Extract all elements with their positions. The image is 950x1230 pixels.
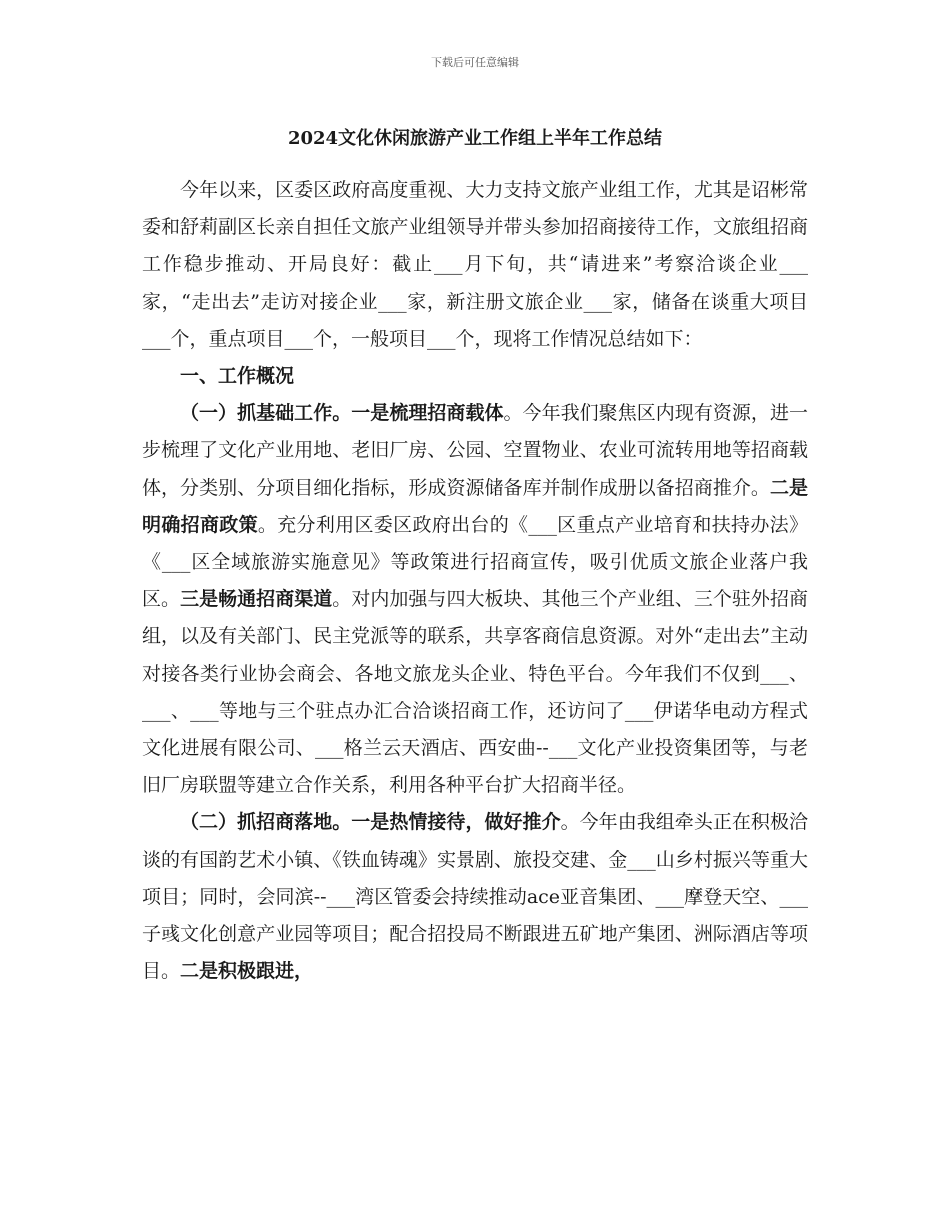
paragraph-text: 。今年由我组牵头正在积极洽谈的有国韵艺术小镇、《铁血铸魂》实景剧、旅投交建、金___山乡村振兴等重大项目；同时，会同滨--___湾区管委会持续推动ace亚音集团、___摩登天空、___子彧文化创意产业园等项目；配合招投局不断跟进五矿地产集团、洲际酒店等项目。 xyxy=(142,811,808,983)
paragraph-basic-work xyxy=(142,395,808,804)
paragraph-investment-landing xyxy=(142,804,808,990)
paragraph-text: 。充分利用区委区政府出台的《___区重点产业培育和扶持办法》《___区全域旅游实施意见》等政策进行招商宣传，吸引优质文旅企业落户我区。 xyxy=(142,513,808,611)
inline-heading-follow-up: 二是积极跟进， xyxy=(180,960,314,983)
paragraph-text: 。对内加强与四大板块、其他三个产业组、三个驻外招商组，以及有关部门、民主党派等的联系，共享客商信息资源。对外“走出去”主动对接各类行业协会商会、各地文旅龙头企业、特色平台。今年我们不仅到___、___、___等地与三个驻点办汇合洽谈招商工作，还访问了___伊诺华电动方程式文化进展有限公司、___格兰云天酒店、西安曲--___文化产业投资集团等，与老旧厂房联盟等建立合作关系，利用各种平台扩大招商半径。 xyxy=(142,588,808,797)
document-body xyxy=(142,172,808,990)
paragraph-text: 。今年我们聚焦区内现有资源，进一步梳理了文化产业用地、老旧厂房、公园、空置物业、农业可流转用地等招商载体，分类别、分项目细化指标，形成资源储备库并制作成册以备招商推介。 xyxy=(142,402,808,499)
inline-heading-channels: 三是畅通招商渠道 xyxy=(180,588,333,611)
section-heading-overview: 一、工作概况 xyxy=(180,365,295,388)
subheading-investment-landing: （二）抓招商落地。一是热情接待，做好推介 xyxy=(180,811,561,834)
subheading-basic-work: （一）抓基础工作。一是梳理招商载体 xyxy=(180,402,504,425)
inline-heading-policy: 二是明确招商政策 xyxy=(142,476,808,536)
page-header: 下载后可任意编辑 xyxy=(431,56,519,69)
document-title: 2024文化休闲旅游产业工作组上半年工作总结 xyxy=(287,128,663,149)
intro-paragraph: 今年以来，区委区政府高度重视、大力支持文旅产业组工作，尤其是诏彬常委和舒莉副区长亲自担任文旅产业组领导并带头参加招商接待工作，文旅组招商工作稳步推动、开局良好：截止___月下旬，共“请进来”考察洽谈企业___家，“走出去”走访对接企业___家，新注册文旅企业___家，储备在谈重大项目___个，重点项目___个，一般项目___个，现将工作情况总结如下： xyxy=(142,179,808,350)
